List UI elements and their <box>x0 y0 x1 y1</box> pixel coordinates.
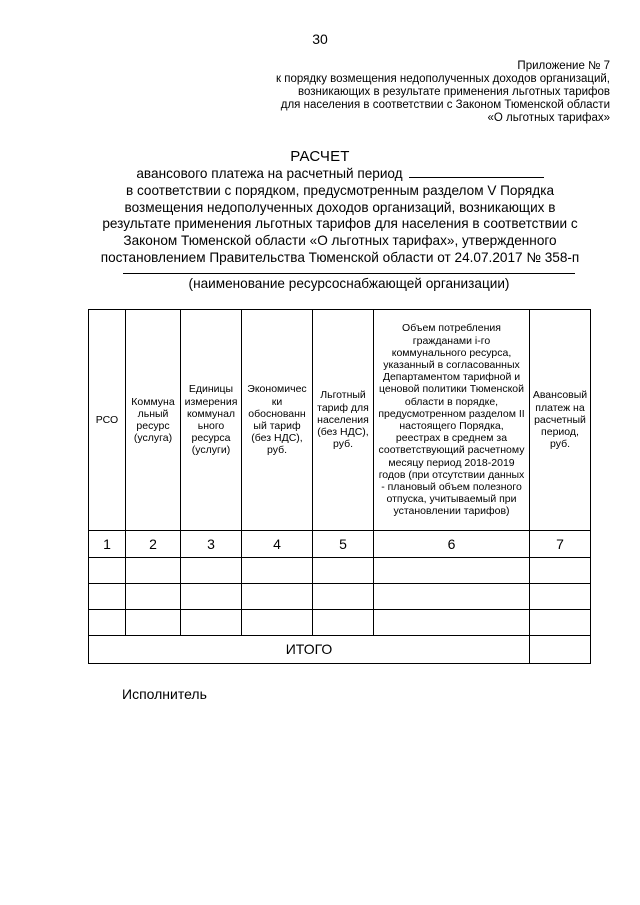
appendix-line: «О льготных тарифах» <box>487 112 610 124</box>
subtitle-line: результате применения льготных тарифов для населения в соответствии с <box>102 216 578 232</box>
appendix-line: для населения в соответствии с Законом Тюменской области <box>280 99 610 111</box>
table-cell <box>313 610 374 636</box>
table-cell <box>530 558 591 584</box>
header-cell: Льготный тариф для населения (без НДС), руб. <box>313 310 374 531</box>
appendix-line: возникающих в результате применения льготных тарифов <box>298 86 610 98</box>
table-cell <box>374 558 530 584</box>
subtitle-line: Законом Тюменской области «О льготных тарифах», утвержденного <box>123 233 557 249</box>
organization-caption: (наименование ресурсоснабжающей организации) <box>188 276 510 291</box>
table-cell <box>374 584 530 610</box>
header-cell: Коммуна льный ресурс (услуга) <box>126 310 181 531</box>
period-blank-field <box>409 165 544 178</box>
table-cell <box>89 610 126 636</box>
table-cell <box>181 584 242 610</box>
table-header-row <box>89 310 591 531</box>
table-cell <box>374 610 530 636</box>
header-cell: Авансовый платеж на расчетный период, руб. <box>530 310 591 531</box>
appendix-block <box>190 60 610 125</box>
table-cell <box>126 584 181 610</box>
calculation-table <box>88 309 591 664</box>
header-cell: Объем потребления гражданами i-го коммунального ресурса, указанный в согласованных Департаментом тарифной и ценовой политики Тюменской области в порядке, предусмотренном разделом II настоящего Порядка, реестрах в среднем за соответствующий расчетному месяцу период 2018-2019 годов (при отсутствии данных - плановый объем полезного отпуска, учитываемый при установлении тарифов) <box>374 310 530 531</box>
total-label: ИТОГО <box>89 636 530 664</box>
column-number-cell: 4 <box>242 531 313 558</box>
table-row <box>89 610 591 636</box>
column-number-cell: 5 <box>313 531 374 558</box>
table-cell <box>126 558 181 584</box>
column-number-cell: 3 <box>181 531 242 558</box>
table-row <box>89 558 591 584</box>
table-cell <box>89 584 126 610</box>
column-number-cell: 2 <box>126 531 181 558</box>
table-cell <box>242 584 313 610</box>
table-cell <box>242 558 313 584</box>
subtitle-line: возмещения недополученных доходов организаций, возникающих в <box>124 199 556 215</box>
subtitle-line: в соответствии с порядком, предусмотренным разделом V Порядка <box>125 182 555 198</box>
table-cell <box>530 610 591 636</box>
page-number: 30 <box>312 31 328 47</box>
subtitle-line: постановлением Правительства Тюменской области от 24.07.2017 № 358-п <box>100 249 580 265</box>
total-row <box>89 636 591 664</box>
header-cell: Единицы измерения коммунал ьного ресурса (услуги) <box>181 310 242 531</box>
table-cell <box>530 584 591 610</box>
table-row <box>89 584 591 610</box>
table-cell <box>89 558 126 584</box>
header-cell: РСО <box>89 310 126 531</box>
table-cell <box>242 610 313 636</box>
appendix-line: Приложение № 7 <box>517 60 610 72</box>
document-subtitle <box>70 165 610 267</box>
organization-name-line <box>123 273 575 274</box>
column-number-cell: 7 <box>530 531 591 558</box>
table-cell <box>313 584 374 610</box>
header-cell: Экономичес ки обоснованн ый тариф (без НДС), руб. <box>242 310 313 531</box>
table-cell <box>126 610 181 636</box>
column-number-cell: 6 <box>374 531 530 558</box>
table-cell <box>181 558 242 584</box>
document-title: РАСЧЕТ <box>290 148 350 165</box>
table-cell <box>313 558 374 584</box>
total-value-cell <box>530 636 591 664</box>
executor-label: Исполнитель <box>122 686 207 702</box>
column-number-row <box>89 531 591 558</box>
subtitle-line: авансового платежа на расчетный период <box>136 166 403 181</box>
subtitle-line-period <box>70 165 610 183</box>
column-number-cell: 1 <box>89 531 126 558</box>
table-cell <box>181 610 242 636</box>
appendix-line: к порядку возмещения недополученных доходов организаций, <box>276 73 610 85</box>
